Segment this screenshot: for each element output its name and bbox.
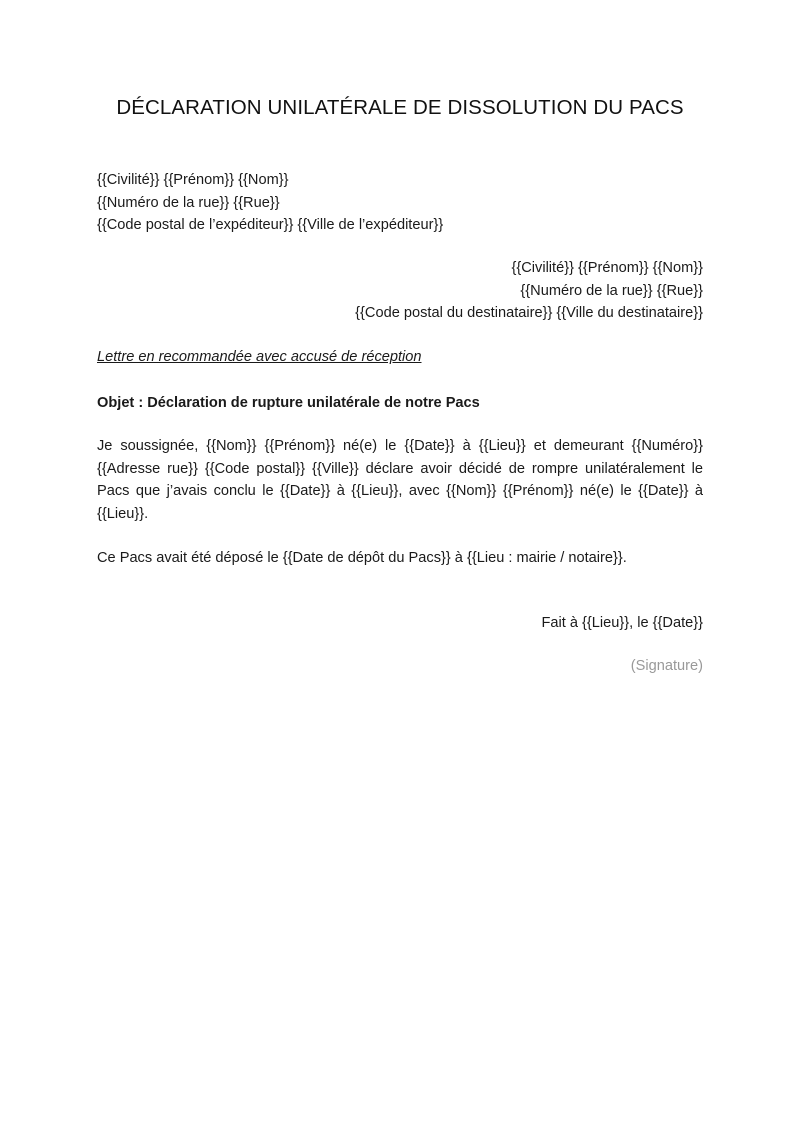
letter-subject: Objet : Déclaration de rupture unilatérale de notre Pacs [97,395,480,411]
sender-city-line: {{Code postal de l’expéditeur}} {{Ville de l’expéditeur}} [97,217,444,233]
closing-place-date: Fait à {{Lieu}}, le {{Date}} [541,615,703,631]
sending-mode [97,346,703,369]
signature-placeholder: (Signature) [630,658,703,674]
sender-name-line: {{Civilité}} {{Prénom}} {{Nom}} [97,172,289,188]
recipient-street-line: {{Numéro de la rue}} {{Rue}} [520,282,703,299]
recipient-address [97,257,703,325]
body-paragraph-deposit: Ce Pacs avait été déposé le {{Date de dépôt du Pacs}} à {{Lieu : mairie / notaire}}. [97,550,627,566]
body-paragraph-declaration: Je soussignée, {{Nom}} {{Prénom}} né(e) le {{Date}} à {{Lieu}} et demeurant {{Numéro}} {{Adresse rue}} {{Code postal}} {{Ville}} déclare avoir décidé de rompre unilatéralement le Pacs que j’avais conclu le {{Date}} à {{Lieu}}, avec {{Nom}} {{Prénom}} né(e) le {{Date}} à {{Lieu}}. [97,438,703,522]
sending-mode-text: Lettre en recommandée avec accusé de réception [97,349,422,365]
sender-address [97,169,717,237]
document-title: DÉCLARATION UNILATÉRALE DE DISSOLUTION DU PACS [116,96,684,119]
sender-street-line: {{Numéro de la rue}} {{Rue}} [97,194,280,211]
recipient-city-line: {{Code postal du destinataire}} {{Ville du destinataire}} [355,305,703,321]
recipient-name-line: {{Civilité}} {{Prénom}} {{Nom}} [511,260,703,276]
